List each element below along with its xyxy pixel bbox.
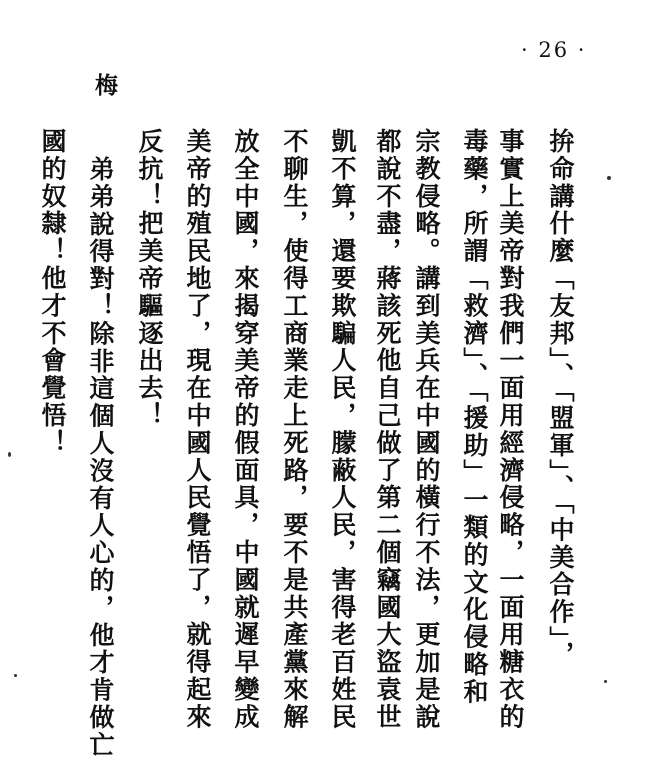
text-column-11: 弟弟說得對！除非這個人沒有人心的，他才肯做亡 bbox=[86, 156, 115, 759]
ink-speck bbox=[604, 680, 607, 683]
text-column-7: 不聊生，使得工商業走上死路，要不是共產黨來解 bbox=[280, 128, 309, 731]
ink-speck bbox=[14, 674, 17, 677]
text-column-6: 凱不算，還要欺騙人民，朦蔽人民，害得老百姓民 bbox=[328, 128, 357, 731]
text-column-1: 拚命講什麼「友邦」、「盟軍」、「中美合作」， bbox=[546, 128, 575, 669]
text-column-4: 宗教侵略。講到美兵在中國的橫行不法，更加是說 bbox=[412, 128, 441, 731]
text-column-3: 毒藥，所謂「救濟」、「援助」一類的文化侵略和 bbox=[460, 128, 489, 706]
speaker-label: 梅 bbox=[91, 73, 118, 100]
text-column-10: 反抗！把美帝驅逐出去！ bbox=[135, 128, 164, 430]
text-column-9: 美帝的殖民地了，現在中國人民覺悟了，就得起來 bbox=[183, 128, 212, 731]
text-column-5: 都說不盡，蔣該死他自己做了第二個竊國大盜袁世 bbox=[373, 128, 402, 731]
text-column-2: 事實上美帝對我們一面用經濟侵略，一面用糖衣的 bbox=[496, 128, 525, 731]
page-number: · 26 · bbox=[521, 38, 587, 62]
ink-speck bbox=[607, 176, 611, 180]
text-column-12: 國的奴隸！他才不會覺悟！ bbox=[38, 128, 67, 457]
ink-speck bbox=[8, 452, 11, 457]
text-column-8: 放全中國，來揭穿美帝的假面具，中國就遲早變成 bbox=[231, 128, 260, 731]
